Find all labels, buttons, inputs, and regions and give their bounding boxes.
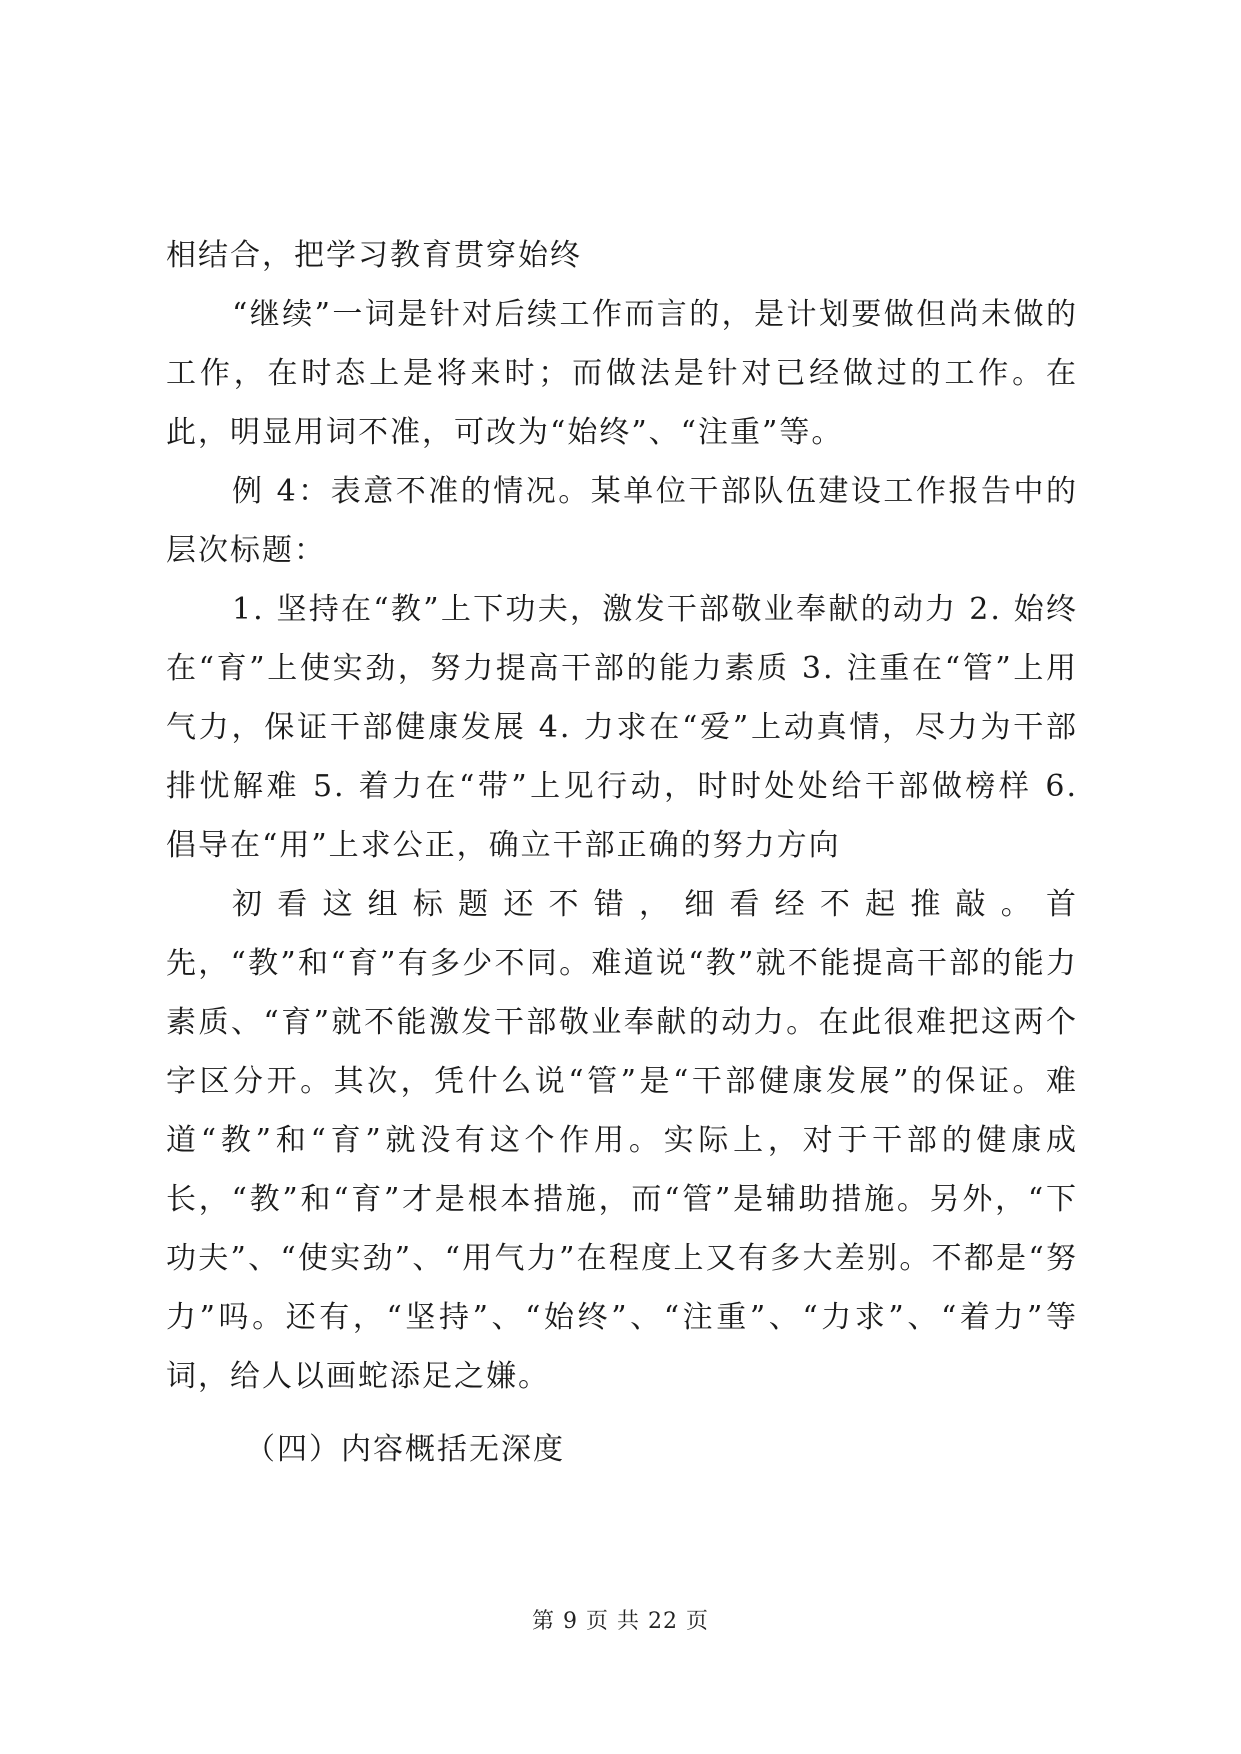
paragraph-example-4: 例 4：表意不准的情况。某单位干部队伍建设工作报告中的层次标题： (166, 474, 1078, 568)
paragraph-heading-list: 1. 坚持在“教”上下功夫，激发干部敬业奉献的动力 2. 始终在“育”上使实劲，努力提高干部的能力素质 3. 注重在“管”上用气力，保证干部健康发展 4. 力求在“爱”上动真情，尽力为干部排忧解难 5. 着力在“带”上见行动，时时处处给干部做榜样 6. 倡导在“用”上求公正，确立干部正确的努力方向 (166, 592, 1078, 863)
paragraph-analysis: 初看这组标题还不错，细看经不起推敲。首先，“教”和“育”有多少不同。难道说“教”就不能提高干部的能力素质、“育”就不能激发干部敬业奉献的动力。在此很难把这两个字区分开。其次，凭什么说“管”是“干部健康发展”的保证。难道“教”和“育”就没有这个作用。实际上，对于干部的健康成长，“教”和“育”才是根本措施，而“管”是辅助措施。另外，“下功夫”、“使实劲”、“用气力”在程度上又有多大差别。不都是“努力”吗。还有，“坚持”、“始终”、“注重”、“力求”、“着力”等词，给人以画蛇添足之嫌。 (166, 887, 1078, 1394)
page-footer: 第 9 页 共 22 页 (532, 1609, 709, 1634)
body-text (166, 226, 1078, 1479)
paragraph-continuation: 相结合，把学习教育贯穿始终 (166, 238, 582, 273)
section-heading: （四）内容概括无深度 (245, 1432, 565, 1467)
paragraph-explanation: “继续”一词是针对后续工作而言的，是计划要做但尚未做的工作，在时态上是将来时；而做法是针对已经做过的工作。在此，明显用词不准，可改为“始终”、“注重”等。 (166, 297, 1078, 450)
